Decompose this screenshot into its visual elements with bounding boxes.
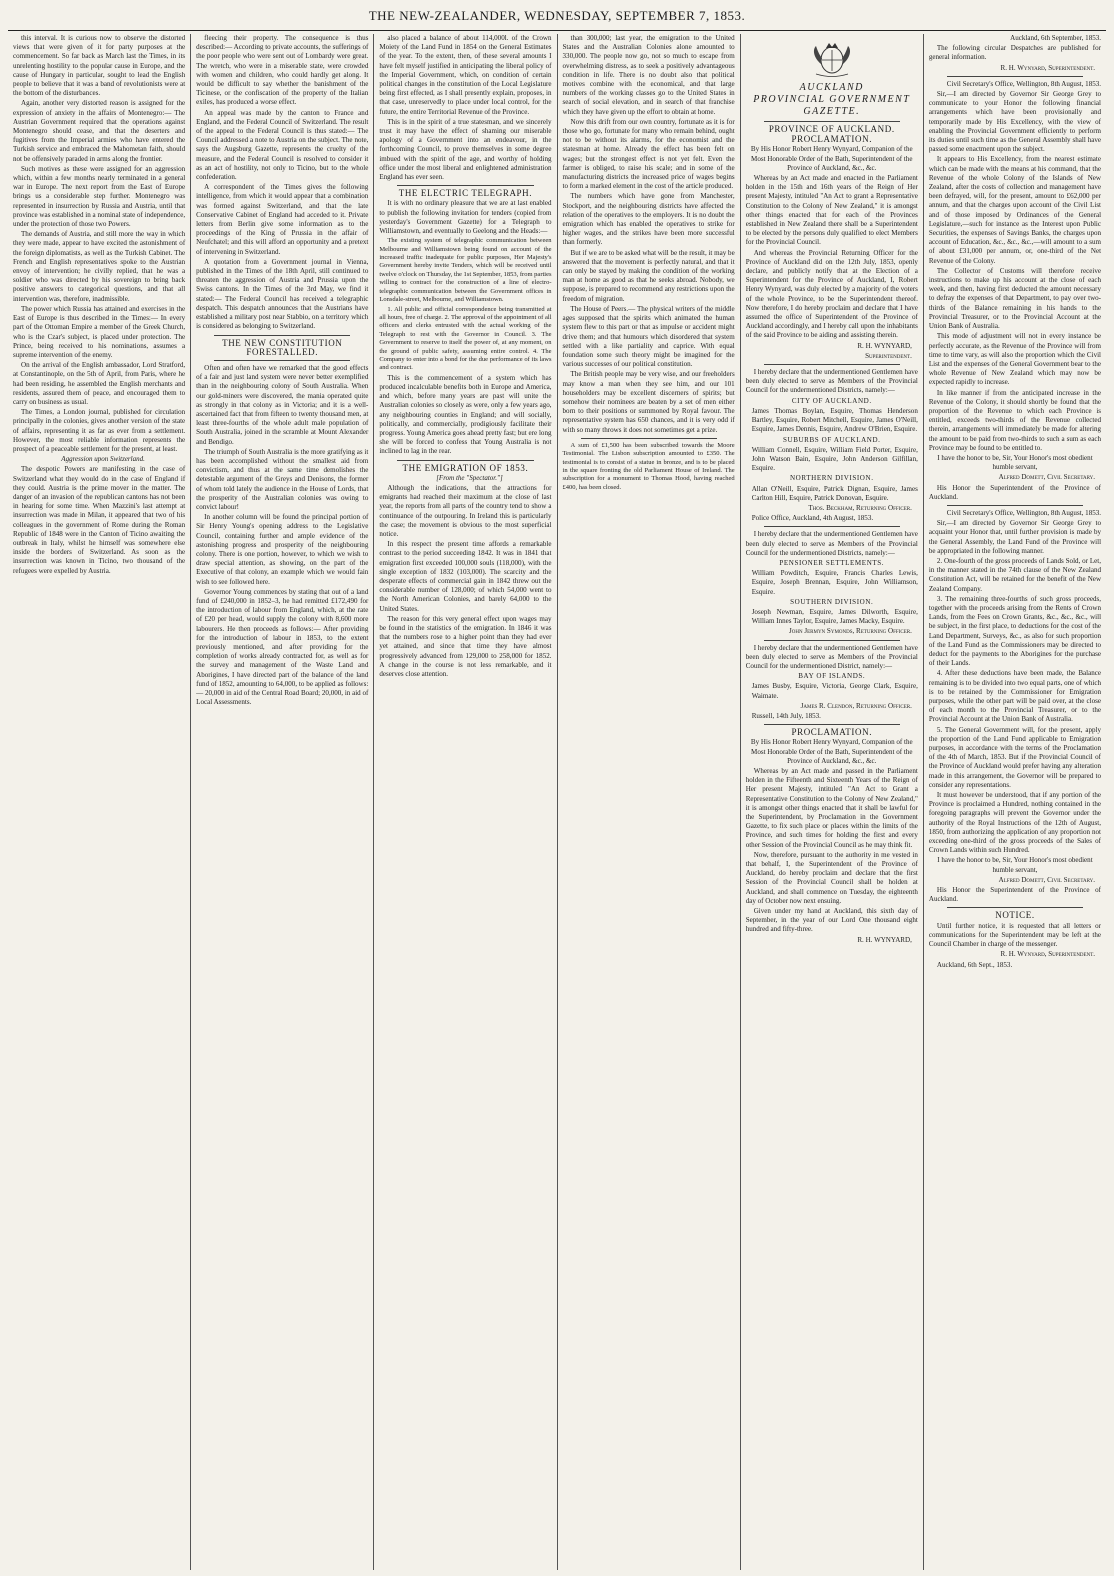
article-paragraph: In another column will be found the principal portion of Sir Henry Young's opening address to the Legislative Council, containing further and ample evidence of the astonishing progress and prosperity of the neighbouring colony. There is one portion, however, to which we wish to draw special attention, as showing, on the part of the Executive of that colony, an example which we would fain wish to see followed here. — [196, 513, 369, 586]
article-paragraph: A sum of £1,500 has been subscribed towards the Moore Testimonial. The Lisbon subscription amounted to £350. The testimonial is to consist of a statue in bronze, and is to be placed in the square fronting the old Parliament House of Ireland. The subscription for a monument to Thomas Hood, having reached £400, has been closed. — [562, 441, 735, 491]
article-heading: THE NEW CONSTITUTION FORESTALLED. — [222, 337, 343, 357]
notice-text: Until further notice, it is requested that all letters or communications for the Superintendent may be left at the Council Chamber in charge of the messenger. — [928, 921, 1102, 949]
proclamation-text: Whereas by an Act made and enacted in the Parliament holden in the 15th and 16th years of the Reign of Her present Majesty, intituled "An Act to grant a Representative Constitution to the Colony of New Zealand," it is amongst other things enacted that for each of the Provinces established in New Zealand there shall be a Superintendent to be elected by the persons duly qualified to elect Members for the Provincial Council. — [745, 174, 918, 247]
article-paragraph: The numbers which have gone from Manchester, Stockport, and the neighbouring districts have affected the relation of the operatives to the employers. It is no doubt the emigration which has enabled the operatives to strike for higher wages, and the strikes have been more successful than formerly. — [562, 192, 735, 247]
despatch-text: Sir,—I am directed by Governor Sir George Grey to acquaint your Honor that, until further provision is made by the General Assembly, the Land Fund of the Province will be appropriated in the following manner. — [928, 519, 1102, 555]
article-paragraph: The Times, a London journal, published for circulation principally in the colonies, gives another version of the state of affairs, representing it as far as ever from a settlement. However, the most reliable information represents the prospect of a peaceable settlement for the present, at least. — [13, 408, 186, 453]
addressee: His Honor the Superintendent of the Province of Auckland. — [928, 483, 1102, 501]
article-paragraph: Often and often have we remarked that the good effects of a fair and just land system were never better exemplified than in the neighbouring colony of South Australia. When our gold-miners were discovered, the mania operated quite as strongly in that colony as in Victoria; and it is a well-ascertained fact that from fifteen to twenty thousand men, at least three-fourths of the whole adult male population of South Australia, joined in the scramble at Mount Alexander and Bendigo. — [196, 363, 369, 446]
proclamation-text: Whereas by an Act made and passed in the Parliament holden in the Fifteenth and Sixteenth Years of the Reign of Her present Majesty, intituled "An Act to Grant a Representative Constitution to the Colony of New Zealand," it is amongst other things enacted that it shall be lawful for the Superintendent, by Proclamation in the Government Gazette, to fix such place or places within the limits of the Province, and such times for holding the first and every other Session of the Provincial Council as he may think fit. — [745, 767, 918, 849]
divider — [764, 640, 900, 641]
article-paragraph: The demands of Austria, and still more the way in which they were made, appear to have excited the astonishment of the foreign diplomatists, as well as the Turkish Cabinet. The French and English representatives spoke to the Austrian envoy of intervention; he civilly replied, that he was a soldier who was directed by his sovereign to bring back positive answers to categorical questions, and that all intervention was, therefore, inadmissible. — [13, 230, 186, 303]
election-declaration: I hereby declare that the undermentioned Gentlemen have been duly elected to serve as Members of the Provincial Council for the undermentioned Districts, namely:— — [745, 530, 918, 557]
column-2 — [191, 34, 374, 1570]
despatch-text: In like manner if from the anticipated increase in the Revenue of the Colony, it should shortly be found that the proportion of the Revenue to which each Province is entitled, exceeds two-thirds of the Revenue collected therein, arrangements will immediately be made for altering the amount to be paid from two-thirds to such a sum as each Province may be found to be entitled to. — [928, 388, 1102, 452]
despatch-text: The Collector of Customs will therefore receive instructions to make up his account at the close of each week, and then, having first deducted the amount necessary to defray the expenses of that Department, to pay over two-thirds of the Balance remaining in his hands to the Provincial Treasurer, or to the Provincial Account at the Union Bank of Australia. — [928, 266, 1102, 331]
member-names: James Busby, Esquire, Victoria, George Clark, Esquire, Waimate. — [751, 682, 918, 700]
signature: R. H. WYNYARD, — [857, 341, 912, 350]
masthead-title: THE NEW-ZEALANDER, WEDNESDAY, SEPTEMBER 7, 1853. — [368, 8, 746, 23]
article-paragraph: The power which Russia has attained and exercises in the East of Europe is thus described in the Times:— In every part of the Ottoman Empire a member of the Greek Church, who is the Czar's subject, is placed under protection. The Prince, being received to his nominations, assumes a supreme intervention of the enemy. — [13, 304, 186, 359]
proclamation-heading: PROCLAMATION. — [791, 727, 873, 738]
member-names: James Thomas Boylan, Esquire, Thomas Henderson Bartley, Esquire, Robert Mitchell, Esquire, James O'Neill, Esquire, James Dennis, Esquire, Andrew O'Brien, Esquire. — [751, 406, 918, 434]
article-paragraph: In this respect the present time affords a remarkable contrast to the period succeeding 1842. It was in 1841 that emigration first exceeded 100,000 souls (118,000), with the single exception of 1832 (103,000). The scarcity and the desperate effects of commercial gain in 1842 threw out the considerable number of 128,000; of which 54,000 went to the North American Colonies, and barely 64,000 to the United States. — [379, 540, 552, 613]
district-heading: CITY OF AUCKLAND. — [791, 396, 872, 405]
divider — [947, 505, 1083, 506]
article-paragraph: This is in the spirit of a true statesman, and we sincerely trust it may have the effect of shaming our miserable apology of a Government into an endeavour, in the forthcoming Council, to prove themselves in some degree imbued with the spirit of the age, and worthy of holding office under the most liberal and enlightened administration England has ever seen. — [379, 117, 552, 182]
dateline: Auckland, 6th Sept., 1853. — [936, 960, 1013, 969]
article-paragraph: The British people may be very wise, and our freeholders may know a man when they see him, and our 101 householders may be excellent discerners of spirits; but somehow their nominees are beaten by a set of men either born to their positions or summoned by Royal favour. The representative system has 650 chances, and it is very odd if with so many throws it does not sometimes get a prize. — [562, 370, 735, 434]
divider — [947, 76, 1083, 77]
member-names: Joseph Newman, Esquire, James Dilworth, Esquire, William Innes Taylor, Esquire, James Macky, Esquire. — [751, 607, 918, 626]
article-paragraph: 1. All public and official correspondence being transmitted at all hours, free of charge. 2. The approval of the appointment of all officers and clerks entrusted with the actual working of the Telegraph to rest with the Governor in Council. 3. The Government to reserve to itself the power of, at any moment, on the ground of public safety, assuming entire control. 4. The Company to enter into a bond for the due performance of its laws and contract. — [379, 305, 552, 372]
district-heading: BAY OF ISLANDS. — [798, 672, 866, 681]
despatch-closing: I have the honor to be, Sir, Your Honor's most obedient humble servant, — [937, 453, 1093, 472]
article-paragraph: This is the commencement of a system which has produced incalculable benefits both in Europe and America, and which, before many years are past will unite the Australian colonies so closely as were, only a few years ago, any neighbouring counties in England; and will socially, politically, and commercially, prodigiously facilitate their progress. Young America goes ahead pretty fast; but ere long she will be forced to confess that Young Australia is not inclined to lag in the rear. — [379, 373, 552, 456]
article-heading: THE EMIGRATION OF 1853. — [402, 462, 529, 473]
article-paragraph: A quotation from a Government journal in Vienna, published in the Times of the 18th April, still continued to threaten the aggression of Austria and Prussia upon the Swiss cantons. In the Times of the 3rd May, we find it stated:— The Federal Council has received a telegraphic despatch. This despatch announces that the Austrians have established a military post near Stabbio, on a territory which is considered as belonging to Switzerland. — [196, 257, 369, 331]
dateline: Police Office, Auckland, 4th August, 1853. — [751, 514, 874, 523]
article-paragraph: The triumph of South Australia is the more gratifying as it has been accomplished without the smallest aid from convictism, and thus at the same time demolishes the detestable argument of the Greys and Denisons, the former of whom told lately the audience in the House of Lords, that the prosperity of the Australian colonies was owing to convict labour! — [196, 447, 369, 511]
election-declaration: I hereby declare that the undermentioned Gentlemen have been duly elected to serve as Members of the Provincial Council for the undermentioned District, namely:— — [745, 643, 918, 670]
column-5 — [741, 34, 924, 1570]
section-subheading: Aggression upon Switzerland. — [61, 455, 145, 464]
article-paragraph: The House of Peers.— The physical writers of the middle ages supposed that the spirits which animated the human system flew to this part or that as impulse or accident might drive them; and that humours which disordered that system settled with a like partiality and caprice. With equal foundation some such theory might be imagined for the various successes of our political constitution. — [562, 304, 735, 369]
article-heading: THE ELECTRIC TELEGRAPH. — [398, 188, 533, 199]
gazette-title-line: AUCKLAND — [799, 82, 864, 93]
divider — [214, 360, 350, 361]
article-paragraph: fleecing their property. The consequence is thus described:— According to private accounts, the sufferings of the poor people who were sent out of Lombardy were great. The wretch, who were in a miserable state, were crowded with women and children, who could hardly get along. It would be difficult to say whether the banishment of the Ticinese, or the confiscation of the property of the Italian exiles, has produced a worse effect. — [196, 34, 369, 107]
despatch-closing: I have the honor to be, Sir, Your Honor's most obedient humble servant, — [937, 856, 1093, 874]
article-paragraph: An appeal was made by the canton to France and England, and the Federal Council of Switzerland. The result of the appeal to the Federal Council is thus stated:— The Council addressed a note to Austria on the subject. The note, says the Augsburg Gazette, represents the cruelty of the measure, and the Federal Council is resolved to consider it as an act of hostility, not only to Ticino, but to the whole confederation. — [196, 108, 369, 182]
article-paragraph: But if we are to be asked what will be the result, it may be answered that the movement is perfectly natural, and that it can only be stayed by making the condition of the working man at home as good as that he seeks abroad. Nobody, we suppose, is prepared to recommend any restrictions upon the freedom of migration. — [562, 248, 735, 303]
royal-crest-icon — [802, 34, 862, 80]
divider — [397, 460, 533, 461]
article-paragraph: The existing system of telegraphic communication between Melbourne and Williamstown being found on account of the increased traffic inadequate for public purposes, Her Majesty's Government hereby invite Tenders, which will be received until twelve o'clock on Thursday, the 1st September, 1853, from parties willing to contract for the construction of a line of electro-telegraphic communication between the Government offices in Lonsdale-street, Melbourne, and Williamstown. — [379, 237, 552, 304]
article-paragraph: The despotic Powers are manifesting in the case of Switzerland what they would do in the case of England if they could. Austria is the prime mover in the matter. The danger of an invasion of the republican cantons has not been in hearing for some time. When Mazzini's last attempt at insurrection was made in Milan, it appeared that two of his colleagues in the government of Rome during the Roman Republic of 1848 were in the Canton of Ticino awaiting the outbreak in Italy, whilst he himself was somewhere else inside the borders of Switzerland. As soon as the insurrection was known in Ticino, two thousand of the refugees were expelled by Austria. — [13, 465, 186, 575]
signature: Thos. Beckham, Returning Officer. — [808, 503, 912, 512]
article-paragraph: Again, another very distorted reason is assigned for the expression of anxiety in the affairs of Montenegro:— The Austrian Government required that the operations against Montenegro should cease, and that the deserters and fugitives from the Imperial armies who have entered the Turkish service and embraced the Mahometan faith, should not be offensively paraded in arms along the frontier. — [13, 99, 186, 163]
proclamation-text: And whereas the Provincial Returning Officer for the Province of Auckland did on the 12th July, 1853, openly declare, and publicly notify that at the Election of a Superintendent for the Province of Auckland, I, Robert Henry Wynyard, was duly elected by a majority of the voters of the whole Province, to be the Superintendent thereof. Now therefore, I do hereby proclaim and declare that I have assumed the office of Superintendent of the Province of Auckland accordingly, and I hereby call upon the inhabitants of the said Province to be aiding and assisting therein. — [745, 248, 918, 340]
dateline: Civil Secretary's Office, Wellington, 8th August, 1853. — [946, 79, 1102, 88]
divider — [397, 185, 533, 186]
despatch-text: It appears to His Excellency, from the nearest estimate which can be made with the means at his command, that the Revenue of the whole Colony of the Islands of New Zealand, after the costs of collection and management have been defrayed, will, for the present, amount to £62,000 per annum, and that the charges upon account of the Civil List and of those imposed by Ordinances of the General Legislature,—such for instance as the Interest upon Public Securities, the expenses of Savings Banks, the charges upon account of Education, &c., &c., &c.,—will amount to a sum of about £31,000 per annum, or, one-third of the Net Revenue of the Colony. — [928, 155, 1102, 265]
election-declaration: I hereby declare that the undermentioned Gentlemen have been duly elected to serve as Members of the Provincial Council for the undermentioned Districts, namely:— — [745, 368, 918, 395]
column-4 — [558, 34, 741, 1570]
dateline: Auckland, 6th September, 1853. — [1010, 34, 1102, 42]
dateline: Russell, 14th July, 1853. — [751, 711, 821, 720]
notice-text: The following circular Despatches are published for general information. — [928, 44, 1102, 62]
article-paragraph: this interval. It is curious now to observe the distorted views that were given of it for party purposes at the commencement. So far back as March last the Times, in its unrelenting hostility to the popular cause in Europe, and the cause of Hungary in particular, sought to lead the English people to believe that it was a band of revolutionists were at the bottom of the disturbances. — [13, 34, 186, 98]
gazette-title-line: GAZETTE. — [803, 106, 861, 117]
article-paragraph: Such motives as these were assigned for an aggression which, within a few months nearly terminated in a general war in Europe. The next report from the East of Europe brings us a considerable step further. Montenegro was represented in insurrection by Russia and Austria, until that province was established in a nominal state of independence, under the protection of those two Powers. — [13, 164, 186, 229]
signature: R. H. Wynyard, Superintendent. — [1000, 950, 1096, 959]
article-paragraph: Now this drift from our own country, fortunate as it is for those who go, fortunate for many who remain behind, ought not to be without its alarms, for the economist and the statesman at home. Already the effect has been felt on wages; but the strongest effect is not yet felt. Even the farmer is obliged, to raise his scale; and in some of the manufacturing districts the increased price of wages begins to form a marked element in the cost of the article produced. — [562, 117, 735, 191]
signature: Alfred Domett, Civil Secretary. — [998, 473, 1096, 482]
columns — [8, 34, 1106, 1570]
proclamation-text: Given under my hand at Auckland, this sixth day of September, in the year of our Lord One thousand eight hundred and fifty-three. — [745, 907, 918, 934]
article-paragraph: than 300,000; last year, the emigration to the United States and the Australian Colonies alone amounted to 330,000. The people now go, not so much to escape from overwhelming distress, as to seek a positively advantageous condition in life. There is no doubt also that political motives combine with the economical, and that large numbers of the working classes go to the United States in search of social elevation, and in search of that franchise which they have given up the effort to obtain at home. — [562, 34, 735, 116]
article-paragraph: It is with no ordinary pleasure that we are at last enabled to publish the following invitation for tenders (copied from yesterday's Government Gazette) for a Telegraph to Williamstown, and eventually to Geelong and the Heads:— — [379, 199, 552, 236]
proclamation-heading: PROCLAMATION. — [791, 134, 873, 145]
masthead — [8, 8, 1106, 31]
column-1 — [8, 34, 191, 1570]
addressee: His Honor the Superintendent of the Province of Auckland. — [928, 886, 1102, 904]
signature: R. H. WYNYARD, — [857, 935, 912, 944]
divider — [764, 526, 900, 527]
proclamation-preamble: By His Honor Robert Henry Wynyard, Companion of the Most Honorable Order of the Bath, Superintendent of the Province of Auckland, &c., &c. — [750, 738, 913, 765]
gazette-title-line: PROVINCIAL GOVERNMENT — [753, 94, 911, 105]
article-paragraph: Although the indications, that the attractions for emigrants had reached their maximum at the close of last year, the reports from all parts of the country tend to show a continuance of the outpouring. In Ireland this is particularly the case; the movement is obvious to the most superficial notice. — [379, 484, 552, 539]
proclamation-preamble: By His Honor Robert Henry Wynyard, Companion of the Most Honorable Order of the Bath, Superintendent of the Province of Auckland, &c., &c. — [750, 145, 913, 172]
dateline: Civil Secretary's Office, Wellington, 8th August, 1853. — [946, 508, 1102, 517]
divider — [764, 364, 900, 365]
member-names: William Powditch, Esquire, Francis Charles Lewis, Esquire, Joseph Brennan, Esquire, John Williamson, Esquire. — [751, 569, 918, 596]
member-names: Allan O'Neill, Esquire, Patrick Dignan, Esquire, James Carlton Hill, Esquire, Patrick Donovan, Esquire. — [751, 484, 918, 502]
signature: James R. Clendon, Returning Officer. — [800, 701, 912, 710]
signature: Alfred Domett, Civil Secretary. — [998, 875, 1096, 884]
article-paragraph: also placed a balance of about 114,000l. of the Crown Moiety of the Land Fund in 1854 on the General Estimates of the year. To the extent, then, of these several amounts I have felt myself justified in anticipating the liberal policy of the Imperial Government, which, on condition of certain political changes in the constitution of the Local Legislature being first effected, as I shall presently explain, proposes, in that case, unreservedly to place under local control, for the future, the entire Territorial Revenue of the Province. — [379, 34, 552, 116]
article-paragraph: On the arrival of the English ambassador, Lord Stratford, at Constantinople, on the 5th of April, from Paris, where he had been residing, he assembled the English merchants and residents, assured them of peace, and encouraged them to carry on business as usual. — [13, 361, 186, 406]
signature-title: Superintendent. — [865, 351, 912, 360]
divider — [764, 724, 900, 725]
divider — [947, 907, 1083, 908]
despatch-text: 5. The General Government will, for the present, apply the proportion of the Land Fund applicable to Emigration purposes, in accordance with the terms of the Proclamation of the 4th of March, 1853. But if the Provincial Council of the Province of Auckland would prefer having any alteration made in this arrangement, the Governor will be prepared to consider any representations. — [928, 725, 1102, 789]
article-paragraph: A correspondent of the Times gives the following intelligence, from which it would appear that a combination was formed against Switzerland, and that the late Conservative Cabinet of England had acceded to it. Private letters from Berlin give some information as to the proceedings of the King of Prussia in the affair of Neufchatel; and this will afford an opportunity and a pretext of intervening in Switzerland. — [196, 183, 369, 256]
despatch-text: 2. One-fourth of the gross proceeds of Lands Sold, or Let, in the manner stated in the 74th clause of the New Zealand Constitution Act, will be retained for the benefit of the New Zealand Company. — [928, 556, 1102, 593]
despatch-text: 3. The remaining three-fourths of such gross proceeds, together with the proceeds arising from the Rents of Crown Lands, from the Fees on Crown Grants, &c., &c., &c., will be subject, in the first place, to deductions for the cost of the Land Department, Surveys, &c., as also for such proportion of the Land Fund as the Commissioners may be directed to deduct for the payments to the Aborigines for the purchase of their Lands. — [928, 594, 1102, 668]
despatch-text: Sir,—I am directed by Governor Sir George Grey to communicate to your Honor the following financial arrangements which have been provisionally and temporarily made by His Excellency, with the view of enabling the Provincial Government efficiently to perform its duties until such time as the General Assembly shall have passed some enactment upon the subject. — [928, 90, 1102, 154]
district-heading: SOUTHERN DIVISION. — [790, 597, 874, 606]
district-heading: SUBURBS OF AUCKLAND. — [782, 435, 881, 444]
notice-heading: NOTICE. — [995, 910, 1035, 921]
article-source: [From the "Spectator."] — [436, 473, 503, 482]
article-paragraph: Governor Young commences by stating that out of a land fund of £240,000 in 1852–3, he had remitted £172,490 for the introduction of labour from England, which, at the rate of £20 per head, would supply the colony with 8,600 more labourers. He then proceeds as follows:— After providing for the introduction of labour in 1853, to the extent previously mentioned, and after providing for the completion of works already contracted for, as well as for the survey and management of the Waste Land and Aborigines, I have directed part of the balance of the land fund of 1852, amounting to 64,000, to be applied as follows:— 20,000 in aid of the Central Road Board; 20,000, in aid of Local Assessments. — [196, 587, 369, 707]
article-paragraph: The reason for this very general effect upon wages may be found in the statistics of the emigration. In 1846 it was that the numbers rose to a higher point than they had ever yet attained, and since that time they have almost progressively advanced from 129,000 to 258,000 for 1852. A change in the course is not less remarkable, and it deserves close attention. — [379, 614, 552, 679]
divider — [764, 121, 900, 122]
district-heading: PENSIONER SETTLEMENTS. — [779, 558, 885, 567]
despatch-text: This mode of adjustment will not in every instance be perfectly accurate, as the Revenue of the Province will from time to time vary, as will also the proportion which the Civil List and the expenses of the General Government bear to the whole Revenue of New Zealand which may now be expected rapidly to increase. — [928, 332, 1102, 387]
column-6 — [924, 34, 1106, 1570]
despatch-text: 4. After these deductions have been made, the Balance remaining is to be divided into two equal parts, one of which is to be retained by the Commissioner for Emigration purposes, while the other part will be paid over, at the close of each month to the Provincial Treasurer, or to the Provincial Account at the Union Bank of Australia. — [928, 669, 1102, 724]
divider — [581, 438, 717, 439]
proclamation-text: Now, therefore, pursuant to the authority in me vested in that behalf, I, the Superintendent of the Province of Auckland, do hereby proclaim and declare that the first Session of the Provincial Council shall be holden at Auckland, and shall commence on Tuesday, the eighteenth day of October now next ensuing. — [745, 850, 918, 905]
gazette-title — [746, 82, 918, 118]
signature: R. H. Wynyard, Superintendent. — [1000, 63, 1096, 72]
despatch-text: It must however be understood, that if any portion of the Province is proclaimed a Hundred, nothing contained in the foregoing paragraphs will prevent the Governor under the authority of the Royal Instructions of the 12th of August, 1850, from authorizing the application of any proportion not exceeding one-third of the gross proceeds of the Sales of Crown Lands within such Hundred. — [928, 791, 1102, 855]
signature: John Jermyn Symonds, Returning Officer. — [789, 627, 912, 636]
member-names: William Connell, Esquire, William Field Porter, Esquire, John Watson Bain, Esquire, John Anderson Gilfillan, Esquire. — [751, 445, 918, 473]
district-heading: NORTHERN DIVISION. — [789, 474, 874, 483]
divider — [214, 335, 350, 336]
province-heading: PROVINCE OF AUCKLAND. — [768, 124, 895, 134]
column-3 — [374, 34, 557, 1570]
